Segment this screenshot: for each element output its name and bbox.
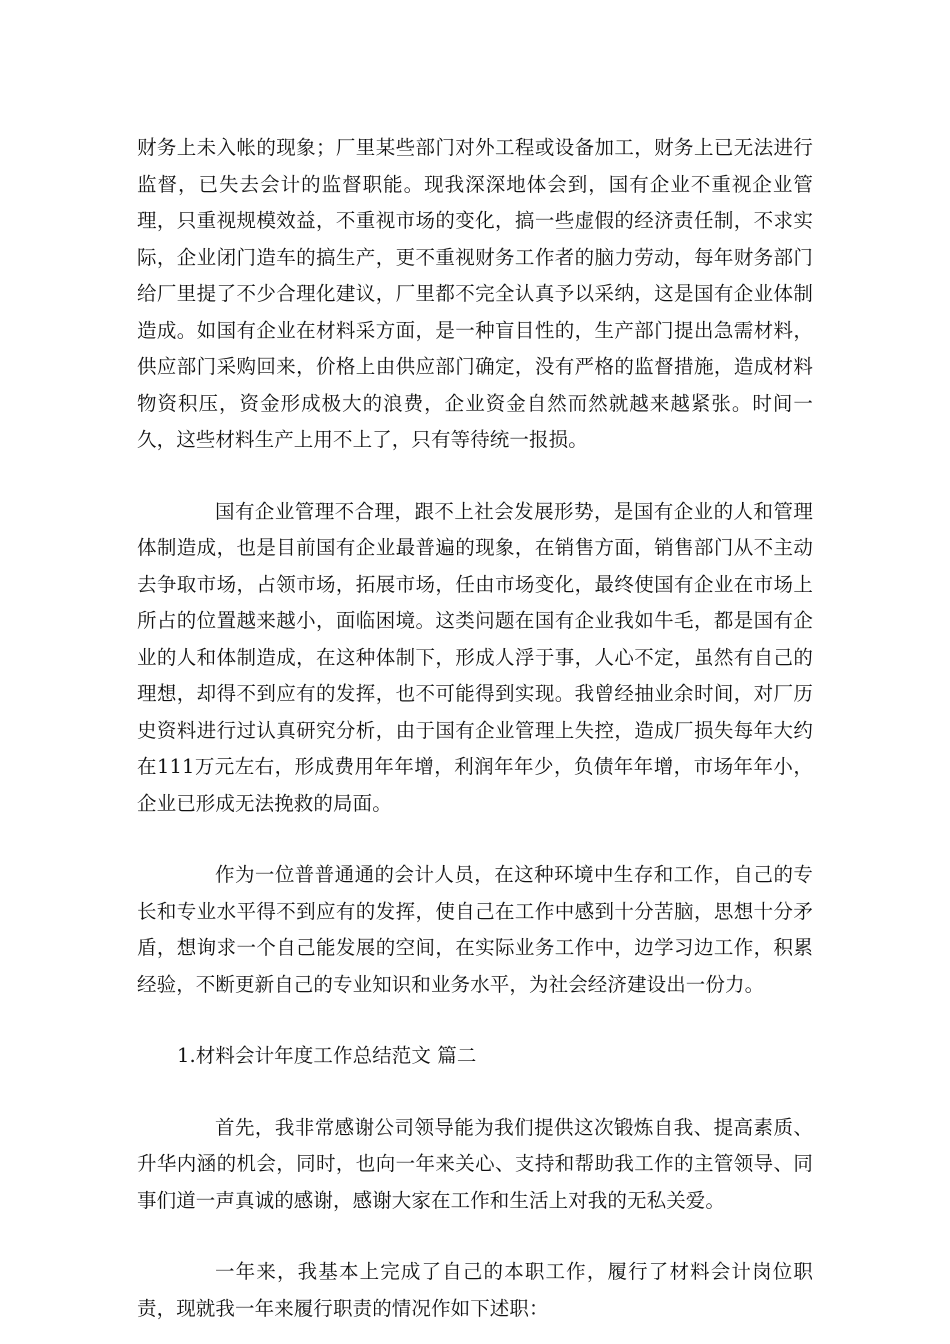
paragraph-4: 首先，我非常感谢公司领导能为我们提供这次锻炼自我、提高素质、升华内涵的机会，同时，也向一年来关心、支持和帮助我工作的主管领导、同事们道一声真诚的感谢，感谢大家在工作和生活上对我的无私关爱。 <box>137 1115 813 1212</box>
paragraph-3: 作为一位普普通通的会计人员，在这种环境中生存和工作，自己的专长和专业水平得不到应有的发挥，使自己在工作中感到十分苦脑，思想十分矛盾，想询求一个自己能发展的空间，在实际业务工作中，边学习边工作，积累经验，不断更新自己的专业知识和业务水平，为社会经济建设出一份力。 <box>137 863 813 996</box>
paragraph-1: 财务上未入帐的现象；厂里某些部门对外工程或设备加工，财务上已无法进行监督，已失去会计的监督职能。现我深深地体会到，国有企业不重视企业管理，只重视规模效益，不重视市场的变化，搞一些虚假的经济责任制，不求实际，企业闭门造车的搞生产，更不重视财务工作者的脑力劳动，每年财务部门给厂里提了不少合理化建议，厂里都不完全认真予以采纳，这是国有企业体制造成。如国有企业在材料采方面，是一种盲目性的，生产部门提出急需材料，供应部门采购回来，价格上由供应部门确定，没有严格的监督措施，造成材料物资积压，资金形成极大的浪费，企业资金自然而然就越来越紧张。时间一久，这些材料生产上用不上了，只有等待统一报损。 <box>137 136 813 451</box>
paragraph-5: 一年来，我基本上完成了自己的本职工作，履行了材料会计岗位职责，现就我一年来履行职责的情况作如下述职： <box>137 1260 813 1320</box>
paragraph-2: 国有企业管理不合理，跟不上社会发展形势，是国有企业的人和管理体制造成，也是目前国有企业最普遍的现象，在销售方面，销售部门从不主动去争取市场，占领市场，拓展市场，任由市场变化，最终使国有企业在市场上所占的位置越来越小，面临困境。这类问题在国有企业我如牛毛，都是国有企业的人和体制造成，在这种体制下，形成人浮于事，人心不定，虽然有自己的理想，却得不到应有的发挥，也不可能得到实现。我曾经抽业余时间，对厂历史资料进行过认真研究分析，由于国有企业管理上失控，造成厂损失每年大约在111万元左右，形成费用年年增，利润年年少，负债年年增，市场年年小，企业已形成无法挽救的局面。 <box>137 499 813 815</box>
document-body <box>137 130 813 1327</box>
section-heading: 1.材料会计年度工作总结范文 篇二 <box>177 1044 477 1067</box>
